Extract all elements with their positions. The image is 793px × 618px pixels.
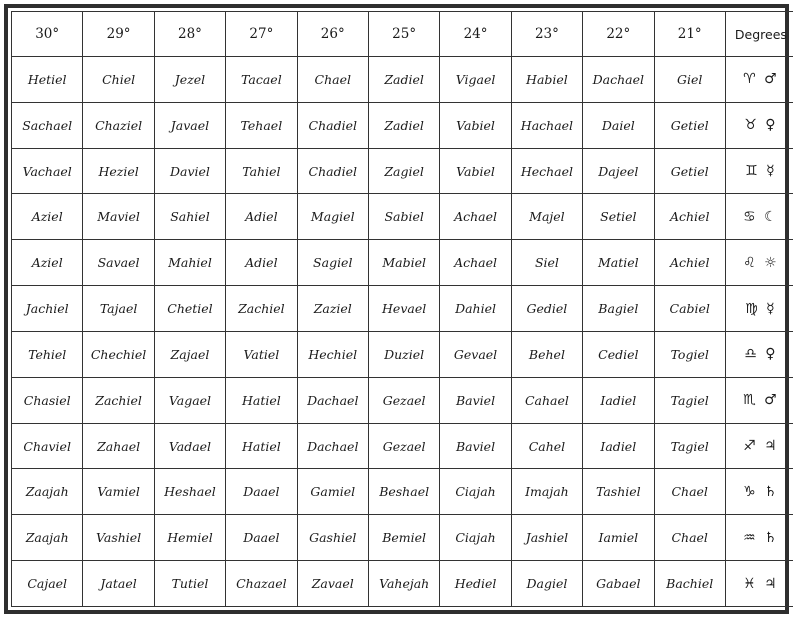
angel-name-cell: Daael xyxy=(226,469,297,515)
angel-name-cell: Zajael xyxy=(154,331,225,377)
angel-name-cell: Behel xyxy=(511,331,582,377)
angel-name-cell: Zadiel xyxy=(368,102,439,148)
angel-name-cell: Giel xyxy=(654,57,725,103)
angel-name-cell: Tutiel xyxy=(154,561,225,607)
angel-name-cell: Gediel xyxy=(511,286,582,332)
header-cell: 26° xyxy=(297,12,368,57)
angel-name-cell: Tagiel xyxy=(654,377,725,423)
zodiac-planet-symbol-cell: ♎ ♀ xyxy=(725,331,793,377)
angel-name-cell: Chael xyxy=(297,57,368,103)
angel-name-cell: Hemiel xyxy=(154,515,225,561)
angel-name-cell: Siel xyxy=(511,240,582,286)
angel-name-cell: Ciajah xyxy=(440,469,511,515)
angel-name-cell: Zaajah xyxy=(12,515,83,561)
angel-name-cell: Javael xyxy=(154,102,225,148)
table-row xyxy=(12,423,793,469)
angel-name-cell: Tashiel xyxy=(583,469,654,515)
angel-name-cell: Hachael xyxy=(511,102,582,148)
zodiac-planet-symbol-cell: ♑ ♄ xyxy=(725,469,793,515)
angel-name-cell: Getiel xyxy=(654,102,725,148)
angel-name-cell: Adiel xyxy=(226,194,297,240)
angel-name-cell: Jashiel xyxy=(511,515,582,561)
angel-name-cell: Habiel xyxy=(511,57,582,103)
table-row xyxy=(12,286,793,332)
angel-name-cell: Sabiel xyxy=(368,194,439,240)
header-cell: 25° xyxy=(368,12,439,57)
angel-name-cell: Sahiel xyxy=(154,194,225,240)
angel-name-cell: Sachael xyxy=(12,102,83,148)
angel-name-cell: Achiel xyxy=(654,240,725,286)
zodiac-planet-symbol-cell: ♈ ♂ xyxy=(725,57,793,103)
header-cell: 24° xyxy=(440,12,511,57)
angel-name-cell: Mahiel xyxy=(154,240,225,286)
angel-name-cell: Dachael xyxy=(583,57,654,103)
angel-name-cell: Cabiel xyxy=(654,286,725,332)
angel-name-cell: Vahejah xyxy=(368,561,439,607)
zodiac-planet-symbol-cell: ♊ ☿ xyxy=(725,148,793,194)
angel-name-cell: Gezael xyxy=(368,377,439,423)
angel-name-cell: Jatael xyxy=(83,561,154,607)
angel-name-cell: Tehiel xyxy=(12,331,83,377)
angel-name-cell: Hediel xyxy=(440,561,511,607)
angel-name-cell: Baviel xyxy=(440,423,511,469)
header-cell: 29° xyxy=(83,12,154,57)
header-cell: 30° xyxy=(12,12,83,57)
angel-name-cell: Hatiel xyxy=(226,423,297,469)
angel-name-cell: Togiel xyxy=(654,331,725,377)
angel-name-cell: Baviel xyxy=(440,377,511,423)
angel-name-cell: Vamiel xyxy=(83,469,154,515)
angel-name-cell: Tagiel xyxy=(654,423,725,469)
angel-name-cell: Heshael xyxy=(154,469,225,515)
angel-name-cell: Magiel xyxy=(297,194,368,240)
angel-name-cell: Achiel xyxy=(654,194,725,240)
angel-name-cell: Maviel xyxy=(83,194,154,240)
angel-name-cell: Adiel xyxy=(226,240,297,286)
angel-name-cell: Zahael xyxy=(83,423,154,469)
angel-name-cell: Hechiel xyxy=(297,331,368,377)
angel-name-cell: Tacael xyxy=(226,57,297,103)
table-row xyxy=(12,194,793,240)
angel-name-cell: Chadiel xyxy=(297,148,368,194)
angel-name-cell: Hechael xyxy=(511,148,582,194)
angel-name-cell: Hetiel xyxy=(12,57,83,103)
zodiac-planet-symbol-cell: ♋ ☾ xyxy=(725,194,793,240)
angel-name-cell: Cahael xyxy=(511,377,582,423)
angel-name-cell: Jezel xyxy=(154,57,225,103)
angel-name-cell: Chaziel xyxy=(83,102,154,148)
degrees-header-cell: Degrees xyxy=(725,12,793,57)
angel-name-cell: Gashiel xyxy=(297,515,368,561)
angel-name-cell: Iamiel xyxy=(583,515,654,561)
angel-name-cell: Getiel xyxy=(654,148,725,194)
angel-name-cell: Zachiel xyxy=(83,377,154,423)
angel-name-cell: Zaajah xyxy=(12,469,83,515)
angel-name-cell: Chazael xyxy=(226,561,297,607)
header-cell: 22° xyxy=(583,12,654,57)
angel-name-cell: Matiel xyxy=(583,240,654,286)
angel-name-cell: Jachiel xyxy=(12,286,83,332)
table-row xyxy=(12,240,793,286)
header-cell: 23° xyxy=(511,12,582,57)
angel-name-cell: Chael xyxy=(654,469,725,515)
angel-name-cell: Dahiel xyxy=(440,286,511,332)
angel-name-cell: Gamiel xyxy=(297,469,368,515)
zodiac-planet-symbol-cell: ♐ ♃ xyxy=(725,423,793,469)
zodiac-planet-symbol-cell: ♏ ♂ xyxy=(725,377,793,423)
angel-name-cell: Tahiel xyxy=(226,148,297,194)
header-row xyxy=(12,12,793,57)
table-row xyxy=(12,331,793,377)
zodiac-planet-symbol-cell: ♓ ♃ xyxy=(725,561,793,607)
angel-name-cell: Imajah xyxy=(511,469,582,515)
angel-name-cell: Vabiel xyxy=(440,102,511,148)
angel-name-cell: Dajeel xyxy=(583,148,654,194)
zodiac-planet-symbol-cell: ♍ ☿ xyxy=(725,286,793,332)
angel-name-cell: Gevael xyxy=(440,331,511,377)
angel-name-cell: Vashiel xyxy=(83,515,154,561)
angel-name-cell: Aziel xyxy=(12,240,83,286)
angel-name-cell: Bagiel xyxy=(583,286,654,332)
angel-name-cell: Iadiel xyxy=(583,423,654,469)
angel-name-cell: Zaziel xyxy=(297,286,368,332)
angel-name-cell: Achael xyxy=(440,194,511,240)
angel-name-cell: Vigael xyxy=(440,57,511,103)
angel-name-cell: Vachael xyxy=(12,148,83,194)
table-body xyxy=(12,57,793,607)
angel-name-cell: Duziel xyxy=(368,331,439,377)
zodiac-planet-symbol-cell: ♌ ☼ xyxy=(725,240,793,286)
angel-name-cell: Dagiel xyxy=(511,561,582,607)
angel-name-cell: Hatiel xyxy=(226,377,297,423)
angel-name-cell: Vadael xyxy=(154,423,225,469)
table-row xyxy=(12,102,793,148)
table-row xyxy=(12,469,793,515)
angel-name-cell: Chael xyxy=(654,515,725,561)
zodiac-planet-symbol-cell: ♉ ♀ xyxy=(725,102,793,148)
angel-name-cell: Gabael xyxy=(583,561,654,607)
header-cell: 27° xyxy=(226,12,297,57)
angel-name-cell: Cajael xyxy=(12,561,83,607)
angel-name-cell: Chechiel xyxy=(83,331,154,377)
angel-name-cell: Hevael xyxy=(368,286,439,332)
angel-name-cell: Iadiel xyxy=(583,377,654,423)
table-frame xyxy=(4,4,789,614)
angel-name-cell: Cahel xyxy=(511,423,582,469)
angel-name-cell: Mabiel xyxy=(368,240,439,286)
angel-name-cell: Vabiel xyxy=(440,148,511,194)
table-row xyxy=(12,57,793,103)
angel-name-cell: Daael xyxy=(226,515,297,561)
angel-name-cell: Setiel xyxy=(583,194,654,240)
angel-name-cell: Chetiel xyxy=(154,286,225,332)
angel-name-cell: Ciajah xyxy=(440,515,511,561)
angel-name-cell: Vagael xyxy=(154,377,225,423)
angel-name-cell: Tehael xyxy=(226,102,297,148)
angel-name-cell: Majel xyxy=(511,194,582,240)
header-cell: 28° xyxy=(154,12,225,57)
angel-name-cell: Chiel xyxy=(83,57,154,103)
angel-name-cell: Aziel xyxy=(12,194,83,240)
angel-name-cell: Zachiel xyxy=(226,286,297,332)
angel-name-cell: Daviel xyxy=(154,148,225,194)
table-row xyxy=(12,148,793,194)
angel-name-cell: Achael xyxy=(440,240,511,286)
angel-name-cell: Chadiel xyxy=(297,102,368,148)
angel-name-cell: Sagiel xyxy=(297,240,368,286)
angel-name-cell: Tajael xyxy=(83,286,154,332)
table-row xyxy=(12,561,793,607)
angel-name-cell: Zavael xyxy=(297,561,368,607)
angel-name-cell: Dachael xyxy=(297,423,368,469)
angel-name-cell: Daiel xyxy=(583,102,654,148)
angel-name-cell: Vatiel xyxy=(226,331,297,377)
angel-name-cell: Beshael xyxy=(368,469,439,515)
angel-name-cell: Bemiel xyxy=(368,515,439,561)
angel-name-cell: Dachael xyxy=(297,377,368,423)
angel-degrees-table xyxy=(11,11,793,607)
table-row xyxy=(12,377,793,423)
angel-name-cell: Chaviel xyxy=(12,423,83,469)
table-row xyxy=(12,515,793,561)
angel-name-cell: Heziel xyxy=(83,148,154,194)
angel-name-cell: Zagiel xyxy=(368,148,439,194)
angel-name-cell: Cediel xyxy=(583,331,654,377)
angel-name-cell: Gezael xyxy=(368,423,439,469)
angel-name-cell: Zadiel xyxy=(368,57,439,103)
angel-name-cell: Savael xyxy=(83,240,154,286)
zodiac-planet-symbol-cell: ♒ ♄ xyxy=(725,515,793,561)
header-cell: 21° xyxy=(654,12,725,57)
angel-name-cell: Bachiel xyxy=(654,561,725,607)
angel-name-cell: Chasiel xyxy=(12,377,83,423)
